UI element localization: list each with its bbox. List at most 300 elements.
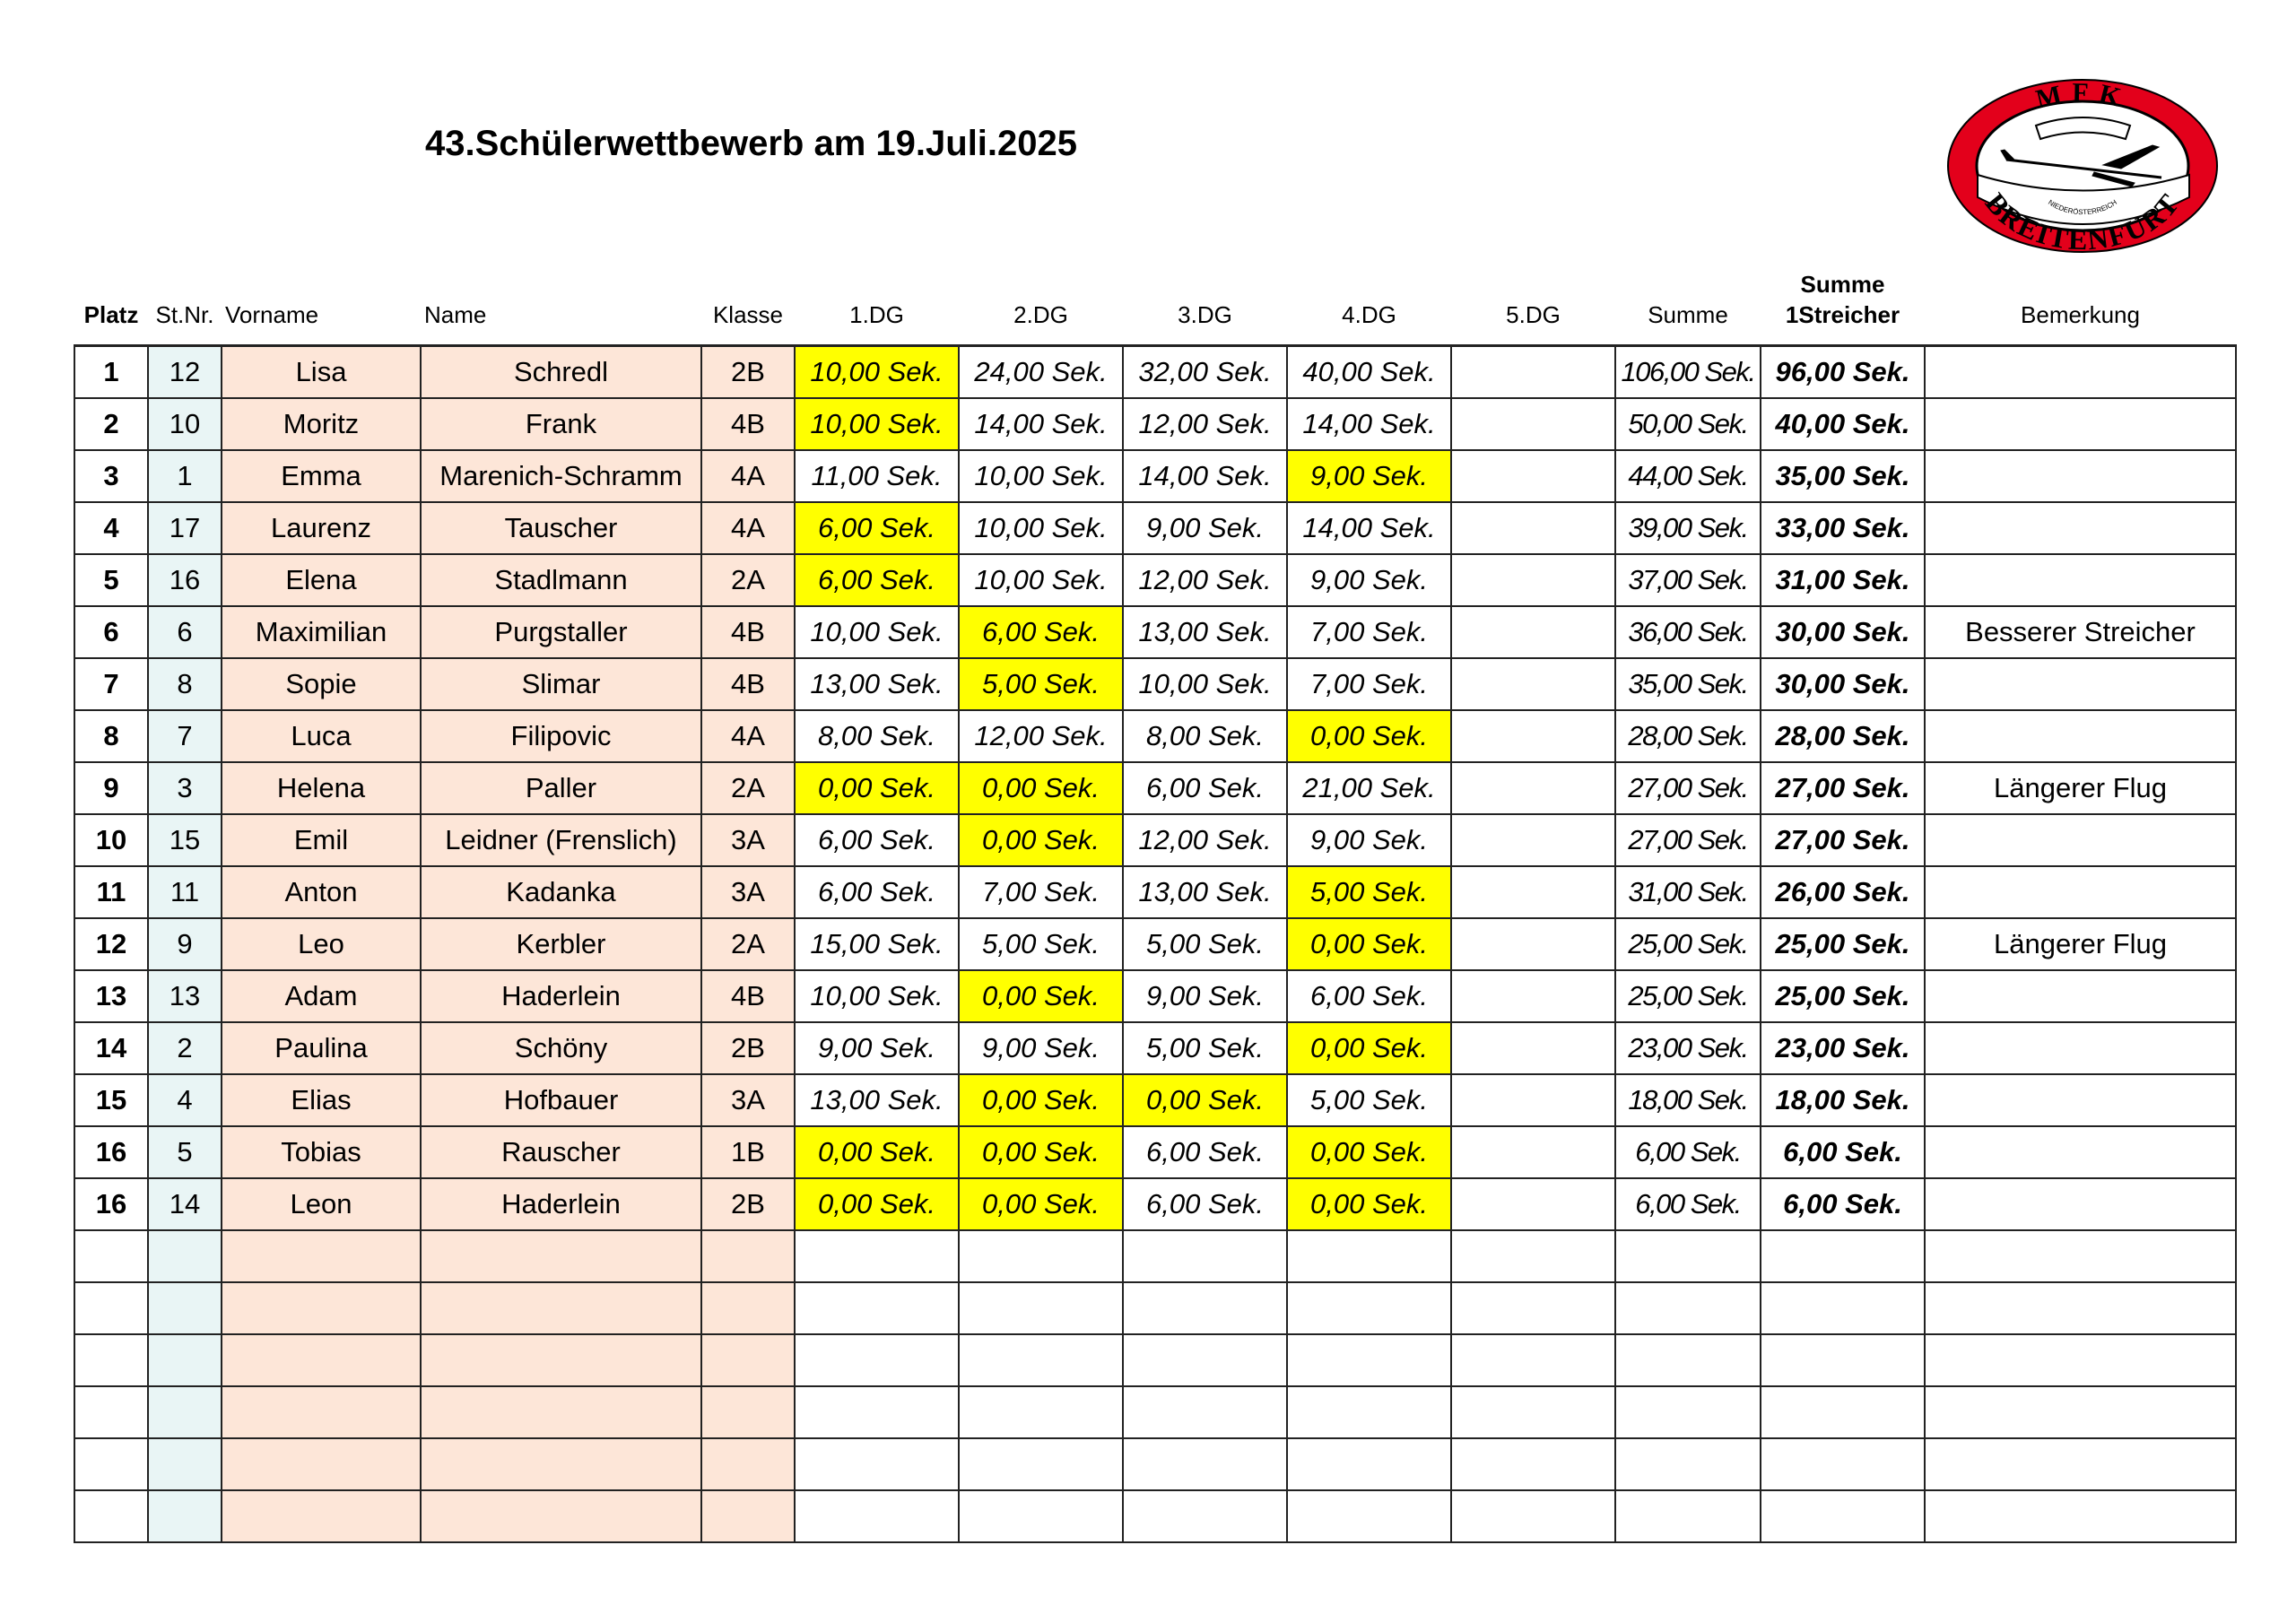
summe-streicher-cell: 27,00 Sek. [1761,762,1925,814]
summe-cell: 6,00 Sek. [1615,1178,1761,1230]
summe-streicher-cell: 26,00 Sek. [1761,866,1925,918]
bemerkung-cell [1925,1022,2236,1074]
empty-cell [74,1334,148,1386]
table-row [74,606,2236,658]
platz-cell: 8 [74,710,148,762]
empty-cell [148,1282,222,1334]
empty-cell [1761,1282,1925,1334]
summe-streicher-cell: 35,00 Sek. [1761,450,1925,502]
vorname-cell: Leon [222,1178,421,1230]
empty-cell [1761,1386,1925,1438]
dg3-cell: 5,00 Sek. [1123,918,1287,970]
results-body [74,346,2236,1543]
dg1-cell: 6,00 Sek. [795,554,959,606]
header-vorname: Vorname [225,301,319,328]
name-cell: Kadanka [421,866,701,918]
empty-cell [421,1490,701,1542]
empty-cell [1615,1490,1761,1542]
platz-cell: 4 [74,502,148,554]
results-table [74,247,2237,1543]
vorname-cell: Maximilian [222,606,421,658]
klasse-cell: 4B [701,398,795,450]
empty-cell [421,1334,701,1386]
empty-cell [1615,1334,1761,1386]
summe-streicher-cell: 27,00 Sek. [1761,814,1925,866]
empty-cell [74,1490,148,1542]
empty-cell [1615,1438,1761,1490]
summe-cell: 23,00 Sek. [1615,1022,1761,1074]
vorname-cell: Emil [222,814,421,866]
summe-cell: 27,00 Sek. [1615,814,1761,866]
empty-cell [222,1282,421,1334]
empty-cell [74,1386,148,1438]
table-row [74,918,2236,970]
header-bemerkung: Bemerkung [2021,301,2140,328]
header-dg5: 5.DG [1506,301,1561,328]
stnr-cell: 17 [148,502,222,554]
dg4-cell: 7,00 Sek. [1287,606,1451,658]
empty-cell [1925,1282,2236,1334]
empty-cell [1925,1334,2236,1386]
empty-cell [1761,1490,1925,1542]
name-cell: Paller [421,762,701,814]
stnr-cell: 8 [148,658,222,710]
vorname-cell: Leo [222,918,421,970]
empty-cell [222,1386,421,1438]
table-row [74,1126,2236,1178]
vorname-cell: Laurenz [222,502,421,554]
logo-top-text: MFK [2032,77,2133,116]
platz-cell: 15 [74,1074,148,1126]
empty-cell [222,1334,421,1386]
header-dg2: 2.DG [1013,301,1068,328]
vorname-cell: Tobias [222,1126,421,1178]
dg3-cell: 0,00 Sek. [1123,1074,1287,1126]
name-cell: Rauscher [421,1126,701,1178]
bemerkung-cell [1925,1126,2236,1178]
platz-cell: 10 [74,814,148,866]
stnr-cell: 2 [148,1022,222,1074]
empty-cell [1287,1334,1451,1386]
table-row [74,814,2236,866]
table-row [74,970,2236,1022]
empty-cell [959,1490,1123,1542]
name-cell: Schöny [421,1022,701,1074]
empty-cell [959,1386,1123,1438]
empty-cell [795,1490,959,1542]
empty-cell [1287,1282,1451,1334]
stnr-cell: 3 [148,762,222,814]
summe-cell: 37,00 Sek. [1615,554,1761,606]
dg5-cell [1451,762,1615,814]
dg3-cell: 12,00 Sek. [1123,814,1287,866]
bemerkung-cell [1925,554,2236,606]
summe-cell: 36,00 Sek. [1615,606,1761,658]
dg5-cell [1451,346,1615,399]
name-cell: Tauscher [421,502,701,554]
empty-cell [148,1490,222,1542]
dg1-cell: 11,00 Sek. [795,450,959,502]
empty-cell [1123,1334,1287,1386]
klasse-cell: 4B [701,970,795,1022]
dg4-cell: 0,00 Sek. [1287,1178,1451,1230]
name-cell: Haderlein [421,1178,701,1230]
empty-cell [701,1386,795,1438]
summe-cell: 6,00 Sek. [1615,1126,1761,1178]
klasse-cell: 2B [701,346,795,399]
summe-cell: 35,00 Sek. [1615,658,1761,710]
empty-cell [421,1438,701,1490]
dg5-cell [1451,1126,1615,1178]
empty-cell [1287,1438,1451,1490]
summe-streicher-cell: 23,00 Sek. [1761,1022,1925,1074]
summe-cell: 106,00 Sek. [1615,346,1761,399]
platz-cell: 14 [74,1022,148,1074]
header-stnr: St.Nr. [155,301,214,328]
bemerkung-cell [1925,710,2236,762]
empty-cell [701,1282,795,1334]
empty-cell [1123,1490,1287,1542]
empty-cell [421,1282,701,1334]
name-cell: Stadlmann [421,554,701,606]
empty-cell [74,1438,148,1490]
dg1-cell: 10,00 Sek. [795,606,959,658]
empty-cell [1451,1334,1615,1386]
klasse-cell: 2A [701,554,795,606]
empty-cell [148,1386,222,1438]
platz-cell: 9 [74,762,148,814]
name-cell: Filipovic [421,710,701,762]
empty-cell [795,1282,959,1334]
dg4-cell: 9,00 Sek. [1287,450,1451,502]
platz-cell: 16 [74,1178,148,1230]
dg3-cell: 6,00 Sek. [1123,1126,1287,1178]
platz-cell: 7 [74,658,148,710]
summe-streicher-cell: 6,00 Sek. [1761,1126,1925,1178]
vorname-cell: Elias [222,1074,421,1126]
summe-streicher-cell: 30,00 Sek. [1761,606,1925,658]
bemerkung-cell [1925,1178,2236,1230]
name-cell: Haderlein [421,970,701,1022]
stnr-cell: 11 [148,866,222,918]
stnr-cell: 1 [148,450,222,502]
stnr-cell: 13 [148,970,222,1022]
summe-cell: 18,00 Sek. [1615,1074,1761,1126]
dg3-cell: 6,00 Sek. [1123,762,1287,814]
name-cell: Hofbauer [421,1074,701,1126]
dg4-cell: 0,00 Sek. [1287,710,1451,762]
klasse-cell: 1B [701,1126,795,1178]
stnr-cell: 15 [148,814,222,866]
table-row [74,1074,2236,1126]
dg1-cell: 6,00 Sek. [795,814,959,866]
empty-table-row [74,1334,2236,1386]
dg1-cell: 10,00 Sek. [795,970,959,1022]
dg5-cell [1451,970,1615,1022]
dg5-cell [1451,502,1615,554]
name-cell: Marenich-Schramm [421,450,701,502]
dg2-cell: 24,00 Sek. [959,346,1123,399]
empty-cell [222,1438,421,1490]
summe-streicher-cell: 28,00 Sek. [1761,710,1925,762]
empty-cell [1451,1282,1615,1334]
empty-cell [1451,1386,1615,1438]
header-dg3: 3.DG [1178,301,1232,328]
bemerkung-cell [1925,866,2236,918]
dg5-cell [1451,450,1615,502]
dg1-cell: 6,00 Sek. [795,866,959,918]
klasse-cell: 2A [701,918,795,970]
empty-cell [148,1230,222,1282]
dg2-cell: 10,00 Sek. [959,502,1123,554]
empty-cell [1615,1386,1761,1438]
dg2-cell: 10,00 Sek. [959,554,1123,606]
summe-streicher-cell: 31,00 Sek. [1761,554,1925,606]
vorname-cell: Luca [222,710,421,762]
dg4-cell: 6,00 Sek. [1287,970,1451,1022]
bemerkung-cell [1925,502,2236,554]
stnr-cell: 4 [148,1074,222,1126]
dg3-cell: 5,00 Sek. [1123,1022,1287,1074]
dg1-cell: 0,00 Sek. [795,1126,959,1178]
summe-streicher-cell: 30,00 Sek. [1761,658,1925,710]
dg2-cell: 0,00 Sek. [959,762,1123,814]
dg2-cell: 9,00 Sek. [959,1022,1123,1074]
klasse-cell: 2B [701,1022,795,1074]
dg4-cell: 14,00 Sek. [1287,398,1451,450]
platz-cell: 11 [74,866,148,918]
dg1-cell: 8,00 Sek. [795,710,959,762]
platz-cell: 13 [74,970,148,1022]
dg4-cell: 0,00 Sek. [1287,1022,1451,1074]
summe-cell: 39,00 Sek. [1615,502,1761,554]
dg2-cell: 0,00 Sek. [959,1178,1123,1230]
dg3-cell: 13,00 Sek. [1123,606,1287,658]
empty-table-row [74,1386,2236,1438]
empty-cell [1451,1490,1615,1542]
dg2-cell: 0,00 Sek. [959,1074,1123,1126]
summe-cell: 25,00 Sek. [1615,918,1761,970]
dg1-cell: 10,00 Sek. [795,346,959,399]
empty-cell [1451,1230,1615,1282]
summe-streicher-cell: 33,00 Sek. [1761,502,1925,554]
bemerkung-cell [1925,1074,2236,1126]
summe-streicher-cell: 18,00 Sek. [1761,1074,1925,1126]
header-platz: Platz [83,301,139,328]
klasse-cell: 2A [701,762,795,814]
bemerkung-cell [1925,970,2236,1022]
klasse-cell: 4B [701,658,795,710]
empty-table-row [74,1230,2236,1282]
klasse-cell: 2B [701,1178,795,1230]
vorname-cell: Helena [222,762,421,814]
dg4-cell: 0,00 Sek. [1287,918,1451,970]
dg1-cell: 15,00 Sek. [795,918,959,970]
stnr-cell: 16 [148,554,222,606]
header-streicher-line2: 1Streicher [1785,301,1900,328]
dg5-cell [1451,1074,1615,1126]
klasse-cell: 4A [701,710,795,762]
vorname-cell: Sopie [222,658,421,710]
dg4-cell: 7,00 Sek. [1287,658,1451,710]
bemerkung-cell: Längerer Flug [1925,918,2236,970]
dg2-cell: 0,00 Sek. [959,1126,1123,1178]
dg1-cell: 6,00 Sek. [795,502,959,554]
summe-cell: 44,00 Sek. [1615,450,1761,502]
bemerkung-cell [1925,814,2236,866]
header-klasse: Klasse [712,301,784,328]
table-row [74,762,2236,814]
bemerkung-cell: Besserer Streicher [1925,606,2236,658]
name-cell: Leidner (Frenslich) [421,814,701,866]
empty-cell [1761,1334,1925,1386]
summe-cell: 50,00 Sek. [1615,398,1761,450]
table-row [74,346,2236,399]
empty-cell [959,1438,1123,1490]
dg2-cell: 0,00 Sek. [959,970,1123,1022]
dg3-cell: 12,00 Sek. [1123,554,1287,606]
table-row [74,554,2236,606]
dg3-cell: 14,00 Sek. [1123,450,1287,502]
dg4-cell: 40,00 Sek. [1287,346,1451,399]
dg5-cell [1451,866,1615,918]
name-cell: Slimar [421,658,701,710]
empty-cell [1615,1282,1761,1334]
vorname-cell: Paulina [222,1022,421,1074]
empty-cell [1451,1438,1615,1490]
header-summe: Summe [1648,301,1728,328]
empty-cell [1925,1230,2236,1282]
table-row [74,450,2236,502]
page-title: 43.Schülerwettbewerb am 19.Juli.2025 [425,124,1078,163]
dg5-cell [1451,1178,1615,1230]
platz-cell: 1 [74,346,148,399]
table-row [74,658,2236,710]
bemerkung-cell [1925,658,2236,710]
platz-cell: 12 [74,918,148,970]
dg3-cell: 9,00 Sek. [1123,502,1287,554]
dg3-cell: 9,00 Sek. [1123,970,1287,1022]
dg5-cell [1451,918,1615,970]
empty-cell [148,1334,222,1386]
stnr-cell: 5 [148,1126,222,1178]
klasse-cell: 3A [701,814,795,866]
empty-cell [701,1334,795,1386]
dg2-cell: 5,00 Sek. [959,658,1123,710]
table-row [74,1178,2236,1230]
bemerkung-cell: Längerer Flug [1925,762,2236,814]
klasse-cell: 4A [701,502,795,554]
stnr-cell: 9 [148,918,222,970]
dg2-cell: 0,00 Sek. [959,814,1123,866]
dg1-cell: 9,00 Sek. [795,1022,959,1074]
logo-bottom-text: BREITENFURT [1979,187,2187,256]
vorname-cell: Adam [222,970,421,1022]
empty-cell [1123,1386,1287,1438]
empty-cell [795,1230,959,1282]
empty-cell [1761,1438,1925,1490]
empty-cell [1287,1386,1451,1438]
summe-streicher-cell: 6,00 Sek. [1761,1178,1925,1230]
dg2-cell: 14,00 Sek. [959,398,1123,450]
dg1-cell: 13,00 Sek. [795,1074,959,1126]
empty-table-row [74,1490,2236,1542]
klasse-cell: 3A [701,866,795,918]
dg2-cell: 12,00 Sek. [959,710,1123,762]
dg5-cell [1451,1022,1615,1074]
vorname-cell: Anton [222,866,421,918]
stnr-cell: 12 [148,346,222,399]
empty-cell [222,1230,421,1282]
dg4-cell: 0,00 Sek. [1287,1126,1451,1178]
empty-cell [74,1282,148,1334]
dg3-cell: 13,00 Sek. [1123,866,1287,918]
empty-cell [421,1386,701,1438]
summe-cell: 27,00 Sek. [1615,762,1761,814]
empty-cell [1925,1490,2236,1542]
klasse-cell: 4B [701,606,795,658]
summe-cell: 31,00 Sek. [1615,866,1761,918]
name-cell: Kerbler [421,918,701,970]
header-summe-streicher [1761,247,1925,346]
header-dg4: 4.DG [1342,301,1396,328]
platz-cell: 5 [74,554,148,606]
dg4-cell: 9,00 Sek. [1287,554,1451,606]
platz-cell: 16 [74,1126,148,1178]
dg4-cell: 9,00 Sek. [1287,814,1451,866]
empty-cell [795,1438,959,1490]
dg5-cell [1451,554,1615,606]
empty-table-row [74,1438,2236,1490]
bemerkung-cell [1925,346,2236,399]
dg1-cell: 13,00 Sek. [795,658,959,710]
logo-small-text: NIEDERÖSTERREICH [2047,198,2118,217]
platz-cell: 6 [74,606,148,658]
empty-cell [701,1438,795,1490]
dg2-cell: 5,00 Sek. [959,918,1123,970]
klasse-cell: 3A [701,1074,795,1126]
empty-cell [148,1438,222,1490]
stnr-cell: 10 [148,398,222,450]
table-row [74,398,2236,450]
empty-cell [1123,1282,1287,1334]
summe-streicher-cell: 40,00 Sek. [1761,398,1925,450]
dg2-cell: 7,00 Sek. [959,866,1123,918]
empty-cell [1287,1490,1451,1542]
name-cell: Frank [421,398,701,450]
empty-cell [1123,1230,1287,1282]
table-row [74,502,2236,554]
bemerkung-cell [1925,398,2236,450]
empty-table-row [74,1282,2236,1334]
empty-cell [222,1490,421,1542]
empty-cell [795,1386,959,1438]
dg3-cell: 10,00 Sek. [1123,658,1287,710]
name-cell: Purgstaller [421,606,701,658]
table-row [74,1022,2236,1074]
empty-cell [1287,1230,1451,1282]
empty-cell [1761,1230,1925,1282]
bemerkung-cell [1925,450,2236,502]
dg1-cell: 10,00 Sek. [795,398,959,450]
empty-cell [421,1230,701,1282]
dg5-cell [1451,606,1615,658]
stnr-cell: 6 [148,606,222,658]
dg5-cell [1451,710,1615,762]
empty-cell [959,1334,1123,1386]
dg1-cell: 0,00 Sek. [795,1178,959,1230]
empty-cell [959,1230,1123,1282]
